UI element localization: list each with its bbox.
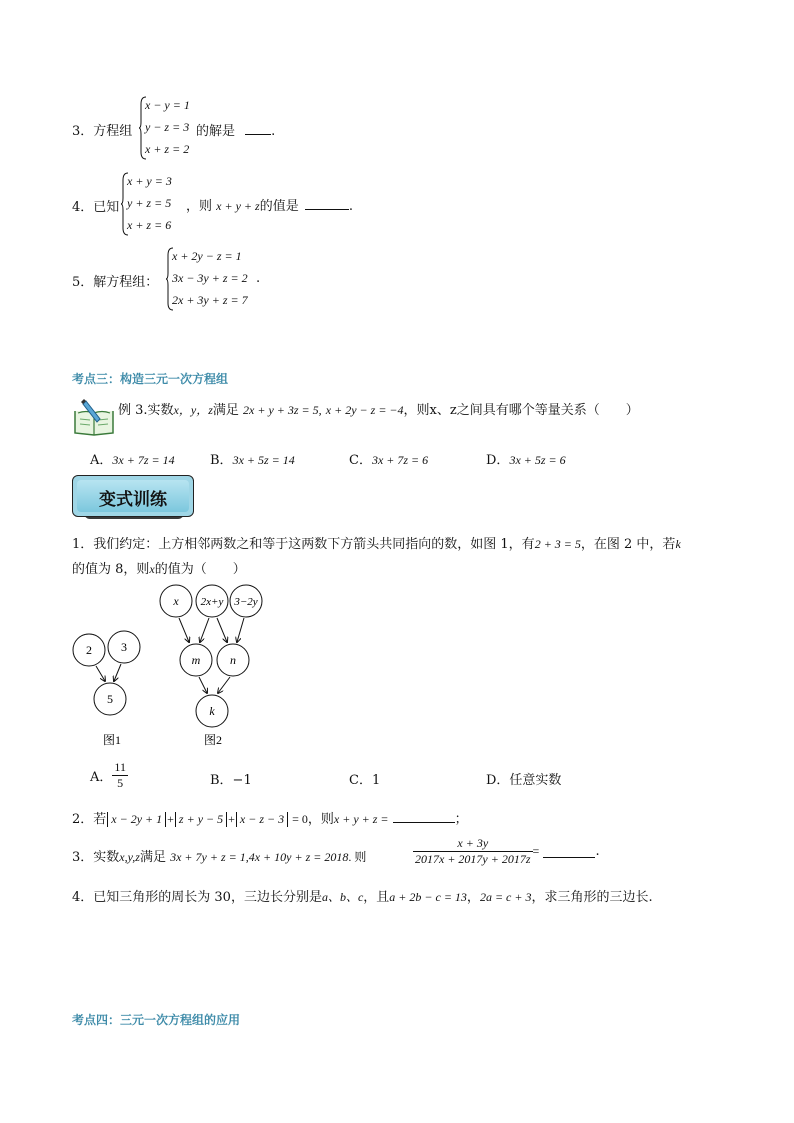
fig2-node-m: m bbox=[191, 653, 201, 667]
ex3-option-b[interactable] bbox=[210, 449, 295, 468]
v2-expr: x + y + z = bbox=[333, 812, 389, 826]
fig2-node-x: x bbox=[173, 594, 179, 608]
fig1-node-c: 5 bbox=[107, 692, 113, 706]
fraction-denominator: 5 bbox=[117, 776, 124, 790]
ex3-eq1: 2x + y + 3z = 5, bbox=[243, 403, 322, 417]
v1-text-d: 的值为（ ） bbox=[154, 562, 246, 577]
v2-abs3: x − z − 3 bbox=[236, 812, 288, 827]
option-c-eq: 3x + 7z = 6 bbox=[371, 453, 429, 467]
option-d-label: D． bbox=[486, 453, 510, 468]
v3-stem bbox=[72, 846, 366, 865]
v2-abs2: z + y − 5 bbox=[175, 812, 227, 827]
q3-eq1: x − y = 1 bbox=[145, 98, 190, 112]
fig1-node-b: 3 bbox=[121, 640, 127, 654]
figure-1 bbox=[73, 631, 140, 747]
figure-diagrams bbox=[60, 580, 290, 750]
ex3-option-d[interactable] bbox=[486, 449, 566, 468]
v3-eqs: 3x + 7y + z = 1,4x + 10y + z = 2018 bbox=[170, 850, 349, 864]
v2-mid: ，则 bbox=[307, 812, 334, 827]
v1-eq: 2 + 3 = 5 bbox=[534, 537, 581, 551]
v1-option-a[interactable] bbox=[90, 760, 128, 791]
ex3-vars: x，y，z bbox=[173, 403, 213, 417]
v1-text-b: ，在图 2 中，若 bbox=[580, 537, 676, 552]
q3-end: . bbox=[271, 124, 276, 139]
option-b-label: B． bbox=[210, 453, 233, 468]
ex3-post: ，则x、z之间具有哪个等量关系（ ） bbox=[403, 403, 639, 418]
v1-option-d[interactable]: D．任意实数 bbox=[486, 773, 562, 788]
q5-eq3: 2x + 3y + z = 7 bbox=[172, 293, 248, 307]
q3-answer-blank[interactable] bbox=[245, 122, 271, 135]
option-d-eq: 3x + 5z = 6 bbox=[509, 453, 566, 467]
ex3-stem bbox=[118, 399, 639, 418]
fig2-node-k: k bbox=[209, 704, 215, 718]
v3-end: . bbox=[595, 844, 600, 859]
v1-option-c[interactable]: C．1 bbox=[349, 773, 381, 788]
v2-eq0: = 0 bbox=[292, 812, 308, 826]
figure-2 bbox=[160, 585, 262, 747]
v1-line2 bbox=[72, 558, 246, 577]
option-a-label: A． bbox=[90, 453, 113, 468]
v4-mid: ，且 bbox=[363, 890, 390, 905]
v1-option-b[interactable]: B．−1 bbox=[210, 773, 252, 788]
q4-mid: ，则 bbox=[186, 199, 213, 214]
q4-tail bbox=[186, 195, 353, 214]
q4-system bbox=[121, 172, 181, 236]
q5-eq1: x + 2y − z = 1 bbox=[172, 249, 242, 263]
v3-fraction-body bbox=[413, 836, 533, 867]
v3-pre: 3．实数 bbox=[72, 850, 120, 865]
q4-expr: x + y + z bbox=[216, 199, 260, 213]
v3-mid: 满足 bbox=[139, 850, 166, 865]
ex3-eq2: x + 2y − z = −4 bbox=[325, 403, 404, 417]
notebook-pencil-icon bbox=[72, 397, 118, 437]
ex3-option-c[interactable] bbox=[349, 449, 428, 468]
q4-answer-blank[interactable] bbox=[305, 197, 349, 210]
topic3-heading: 考点三：构造三元一次方程组 bbox=[72, 372, 229, 386]
v1-x: x bbox=[149, 562, 155, 576]
v2-answer-blank[interactable] bbox=[393, 810, 455, 823]
q4-end: . bbox=[348, 199, 353, 214]
variant-training-label: 变式训练 bbox=[99, 490, 167, 510]
v4-stem bbox=[72, 886, 653, 905]
v3-answer-blank[interactable] bbox=[543, 845, 595, 858]
q3-eq3: x + z = 2 bbox=[145, 142, 190, 156]
v3-eq: = bbox=[532, 844, 540, 858]
fig2-node-n: n bbox=[230, 653, 236, 667]
q3-tail bbox=[196, 120, 275, 139]
v2-stem bbox=[72, 808, 468, 827]
ex3-option-a[interactable] bbox=[90, 449, 175, 468]
v1-line1 bbox=[72, 533, 681, 552]
topic4-heading: 考点四：三元一次方程组的应用 bbox=[72, 1013, 241, 1027]
v2-plus2: + bbox=[228, 812, 235, 826]
v4-eq1: a + 2b − c = 13 bbox=[389, 890, 467, 904]
v3-then: . 则 bbox=[348, 850, 367, 864]
q4-eq1: x + y = 3 bbox=[127, 174, 172, 188]
v4-comma: ， bbox=[466, 890, 480, 905]
q5-end: . bbox=[256, 271, 261, 286]
v3-vars: x,y,z bbox=[119, 850, 140, 864]
fig1-node-a: 2 bbox=[86, 643, 92, 657]
v2-plus1: + bbox=[167, 812, 174, 826]
fraction-numerator: 11 bbox=[114, 760, 126, 774]
q3-tail-text: 的解是 bbox=[196, 124, 236, 139]
q3-eq2: y − z = 3 bbox=[145, 120, 190, 134]
v2-pre: 2．若 bbox=[72, 812, 107, 827]
v2-end: ； bbox=[454, 812, 468, 827]
v4-post: ，求三角形的三边长. bbox=[531, 890, 653, 905]
v4-pre: 4．已知三角形的周长为 30，三边长分别是 bbox=[72, 890, 322, 905]
v1-k: k bbox=[675, 537, 681, 551]
v3-numerator: x + 3y bbox=[413, 836, 533, 852]
v1-text-a: 1．我们约定：上方相邻两数之和等于这两数下方箭头共同指向的数，如图 1，有 bbox=[72, 537, 535, 552]
v4-eq2: 2a = c + 3 bbox=[479, 890, 532, 904]
fig1-caption: 图1 bbox=[102, 733, 122, 747]
v4-abc: a、b、c bbox=[321, 890, 364, 904]
q4-number: 4．已知 bbox=[72, 200, 120, 215]
option-a-eq: 3x + 7z = 14 bbox=[112, 453, 175, 467]
q5-eq2: 3x − 3y + z = 2 bbox=[172, 271, 248, 285]
v1-option-a-label: A． bbox=[90, 770, 113, 785]
v3-denominator: 2017x + 2017y + 2017z bbox=[415, 852, 531, 866]
ex3-mid: 满足 bbox=[212, 403, 239, 418]
fig2-node-right: 3−2y bbox=[234, 596, 258, 608]
q4-eq2: y + z = 5 bbox=[127, 196, 172, 210]
q4-tail-text: 的值是 bbox=[259, 199, 299, 214]
v2-abs1: x − 2y + 1 bbox=[107, 812, 166, 827]
fig2-caption: 图2 bbox=[203, 733, 223, 747]
q3-number: 3．方程组 bbox=[72, 124, 133, 139]
q5-system bbox=[166, 247, 256, 311]
option-b-eq: 3x + 5z = 14 bbox=[232, 453, 295, 467]
variant-training-badge bbox=[72, 475, 194, 517]
q3-system bbox=[139, 96, 199, 160]
fig2-node-mid: 2x+y bbox=[200, 596, 224, 608]
q4-eq3: x + z = 6 bbox=[127, 218, 172, 232]
q5-number: 5．解方程组： bbox=[72, 275, 159, 290]
v3-fraction bbox=[413, 836, 600, 867]
option-c-label: C． bbox=[349, 453, 372, 468]
v1-text-c: 的值为 8，则 bbox=[72, 562, 150, 577]
v1-option-a-fraction bbox=[112, 760, 128, 791]
ex3-pre: 例 3.实数 bbox=[118, 403, 174, 418]
